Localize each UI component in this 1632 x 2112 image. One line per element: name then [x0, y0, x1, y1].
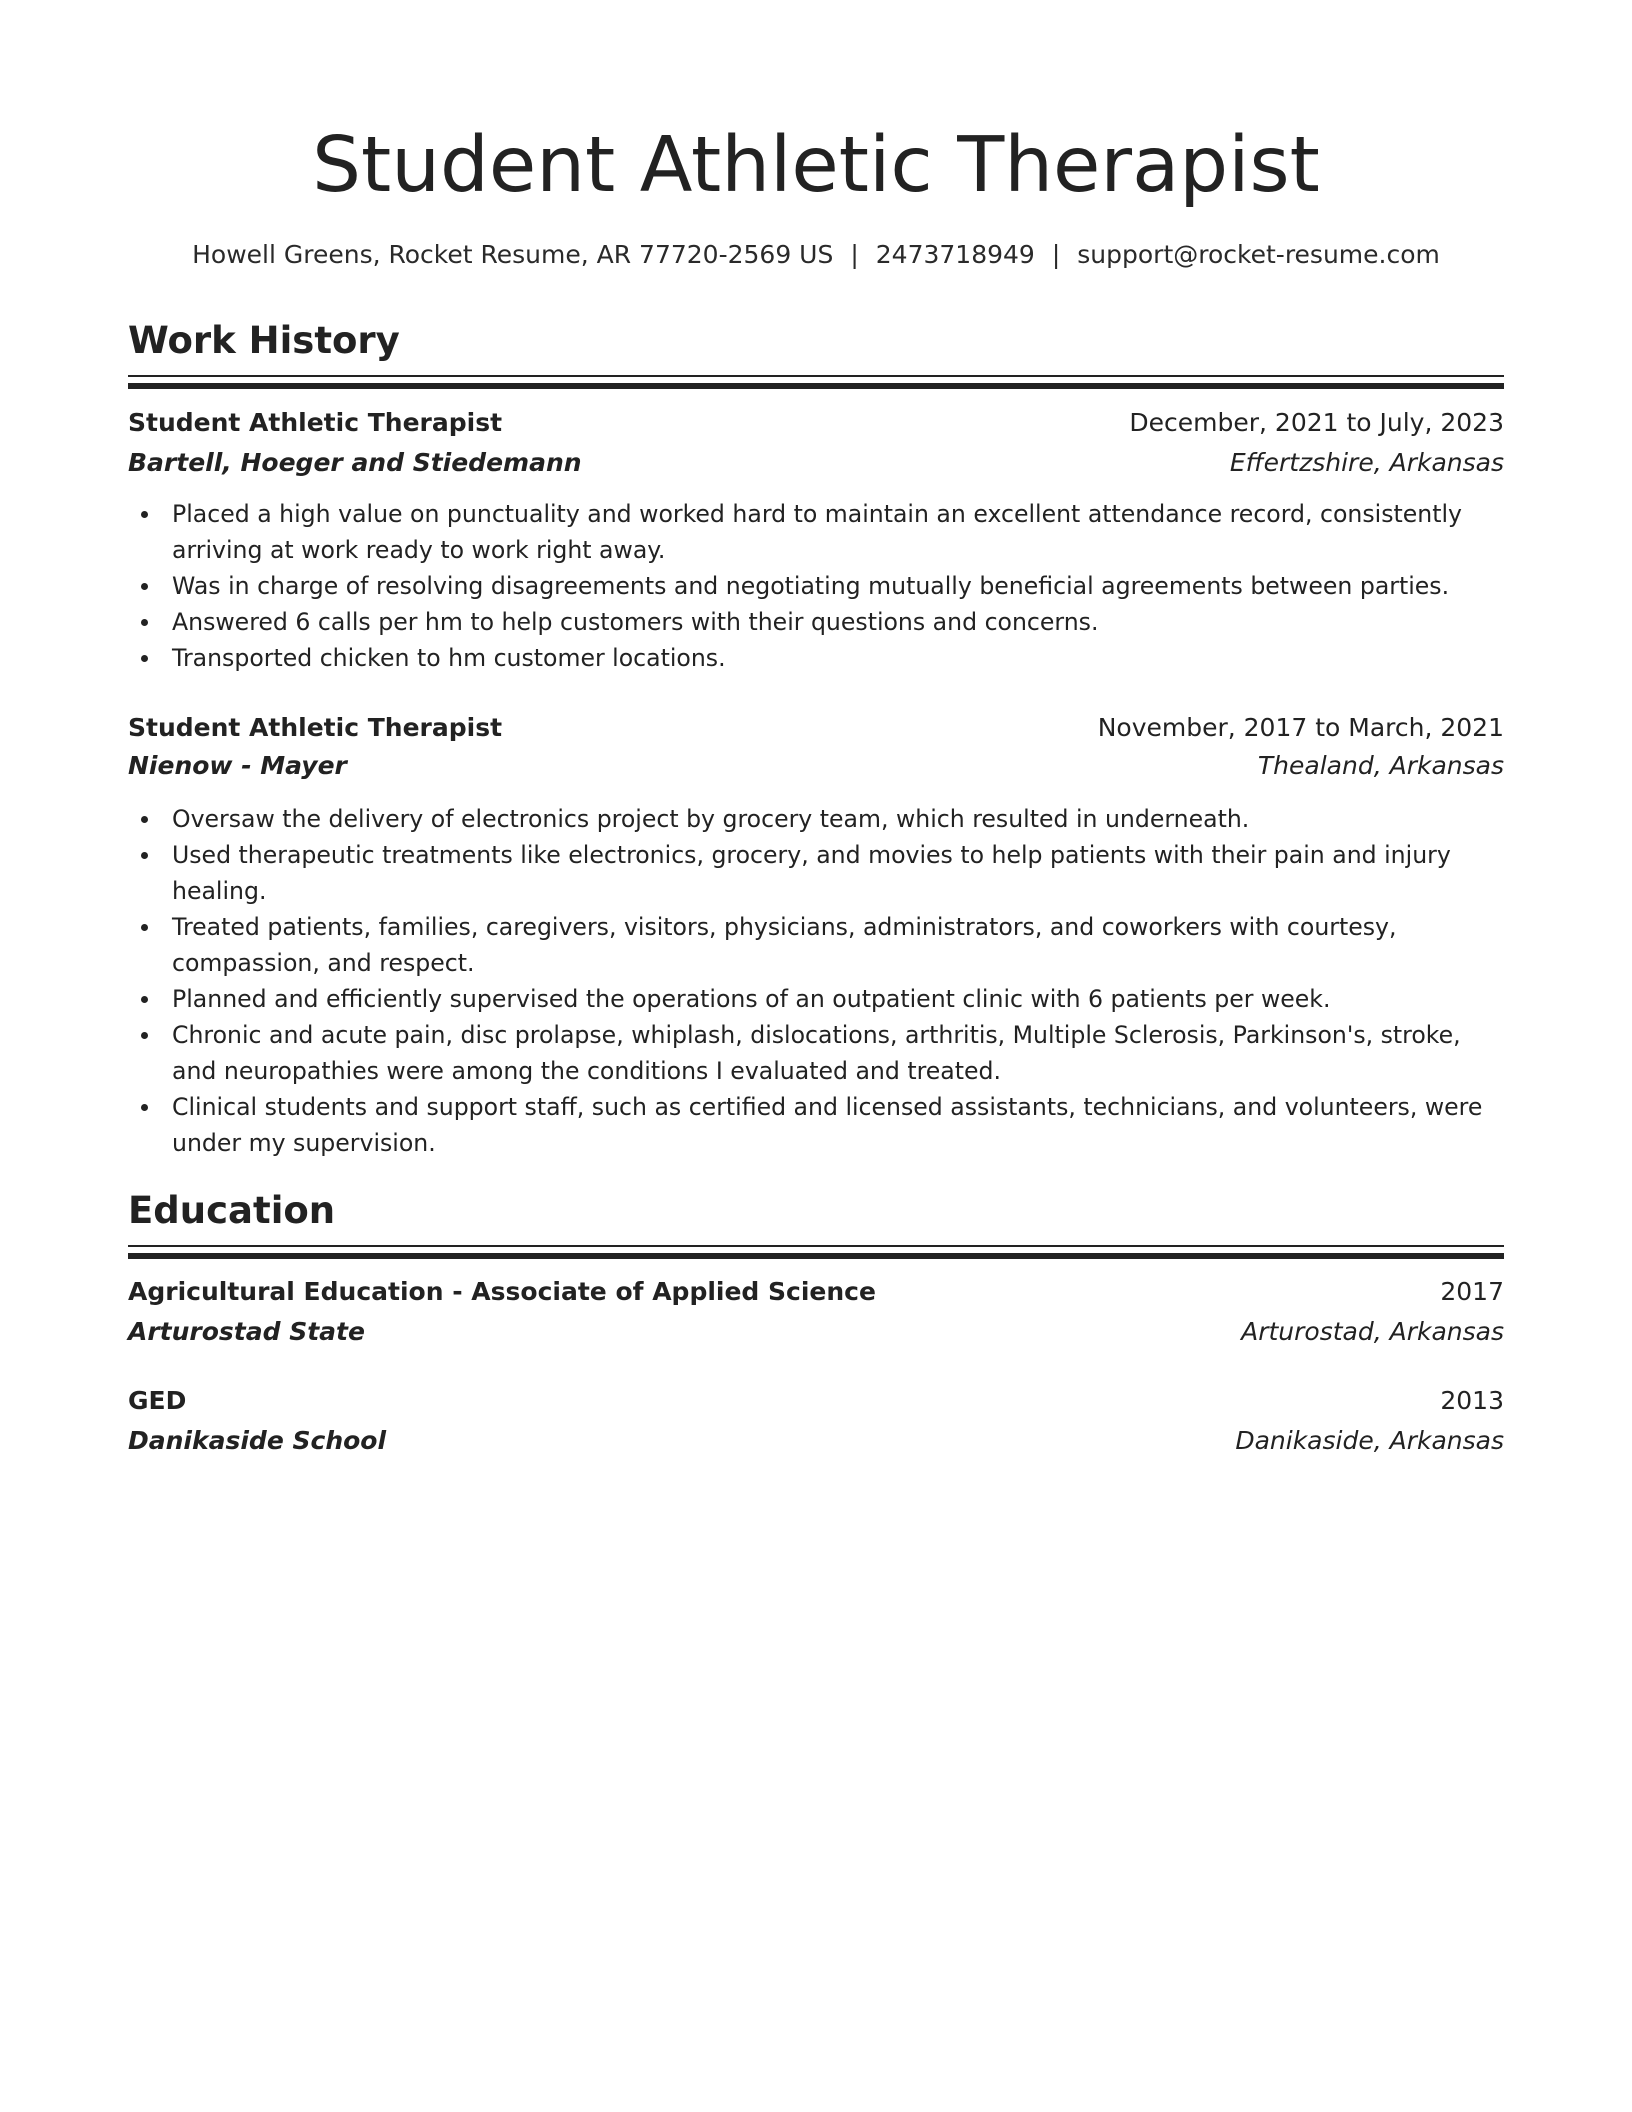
job-header — [128, 405, 1504, 441]
education-location: Danikaside, Arkansas — [1235, 1426, 1504, 1455]
job-bullet: Planned and efficiently supervised the operations of an outpatient clinic with 6 patients per week. — [128, 981, 1504, 1017]
job-header — [128, 710, 1504, 746]
section-divider — [128, 383, 1504, 389]
education-year: 2013 — [1440, 1386, 1504, 1415]
job-title: Student Athletic Therapist — [128, 408, 503, 437]
job-bullet-list — [128, 801, 1504, 1161]
job-bullet: Clinical students and support staff, such as certified and licensed assistants, technicians, and volunteers, were under my supervision. — [128, 1089, 1504, 1161]
job-bullet: Chronic and acute pain, disc prolapse, whiplash, dislocations, arthritis, Multiple Sclerosis, Parkinson's, stroke, and neuropathies were among the conditions I evaluated and treated. — [128, 1017, 1504, 1089]
job-bullet: Answered 6 calls per hm to help customers with their questions and concerns. — [128, 604, 1504, 640]
job-location: Thealand, Arkansas — [1257, 751, 1504, 780]
job-bullet: Treated patients, families, caregivers, visitors, physicians, administrators, and coworkers with courtesy, compassion, and respect. — [128, 909, 1504, 981]
job-bullet: Oversaw the delivery of electronics project by grocery team, which resulted in underneath. — [128, 801, 1504, 837]
section-divider — [128, 1245, 1504, 1247]
job-bullet: Placed a high value on punctuality and worked hard to maintain an excellent attendance record, consistently arriving at work ready to work right away. — [128, 496, 1504, 568]
education-location: Arturostad, Arkansas — [1241, 1317, 1504, 1346]
contact-line — [0, 238, 1632, 272]
job-bullet: Transported chicken to hm customer locations. — [128, 640, 1504, 676]
job-bullet: Used therapeutic treatments like electronics, grocery, and movies to help patients with their pain and injury healing. — [128, 837, 1504, 909]
job-title: Student Athletic Therapist — [128, 713, 503, 742]
education-degree: Agricultural Education - Associate of Applied Science — [128, 1277, 876, 1306]
job-subheader — [128, 748, 1504, 784]
contact-separator: | — [1051, 240, 1061, 269]
education-subheader — [128, 1314, 1504, 1350]
job-location: Effertzshire, Arkansas — [1229, 448, 1504, 477]
contact-phone: 2473718949 — [875, 240, 1035, 269]
education-header — [128, 1274, 1504, 1310]
contact-email: support@rocket-resume.com — [1077, 240, 1440, 269]
education-year: 2017 — [1440, 1277, 1504, 1306]
resume-name: Student Athletic Therapist — [312, 121, 1320, 210]
section-title-education: Education — [128, 1189, 336, 1232]
contact-separator: | — [850, 240, 859, 269]
section-divider — [128, 375, 1504, 377]
education-subheader — [128, 1423, 1504, 1459]
section-divider — [128, 1253, 1504, 1259]
job-dates: November, 2017 to March, 2021 — [1097, 713, 1504, 742]
section-title-work-history: Work History — [128, 319, 400, 362]
education-degree: GED — [128, 1386, 187, 1415]
job-bullet: Was in charge of resolving disagreements and negotiating mutually beneficial agreements between parties. — [128, 568, 1504, 604]
education-school: Danikaside School — [128, 1426, 387, 1455]
education-header — [128, 1383, 1504, 1419]
job-company: Bartell, Hoeger and Stiedemann — [128, 448, 582, 477]
job-dates: December, 2021 to July, 2023 — [1129, 408, 1504, 437]
job-company: Nienow - Mayer — [128, 751, 347, 780]
contact-address: Howell Greens, Rocket Resume, AR 77720-2569 US — [192, 240, 834, 269]
job-bullet-list — [128, 496, 1504, 676]
education-school: Arturostad State — [128, 1317, 365, 1346]
job-subheader — [128, 445, 1504, 481]
